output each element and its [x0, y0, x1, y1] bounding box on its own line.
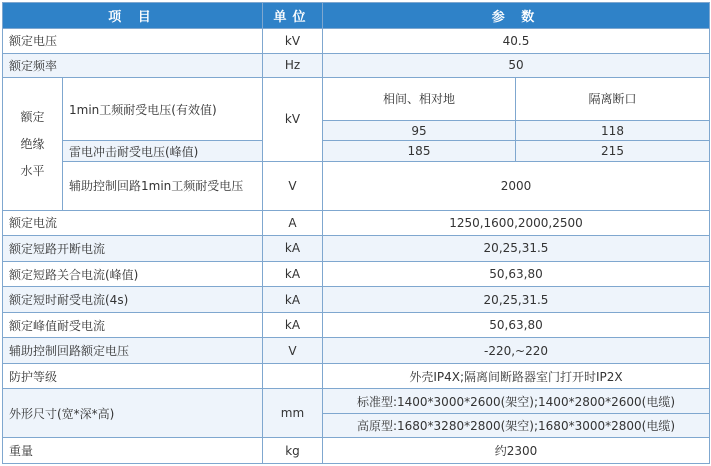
- row-unit: [263, 363, 323, 389]
- row-unit: kg: [263, 438, 323, 464]
- row-value: 1250,1600,2000,2500: [323, 210, 710, 236]
- table-row: [3, 338, 710, 364]
- row-label: 防护等级: [3, 363, 263, 389]
- row-label: 额定短路开断电流: [3, 236, 263, 262]
- table-row: [3, 363, 710, 389]
- row-value: 外壳IP4X;隔离间断路器室门打开时IP2X: [323, 363, 710, 389]
- row-value: 50,63,80: [323, 312, 710, 338]
- header-params: 参 数: [323, 3, 710, 29]
- row-unit: V: [263, 338, 323, 364]
- table-row: [3, 236, 710, 262]
- row-unit: kV: [263, 29, 323, 54]
- row-label: 重量: [3, 438, 263, 464]
- table-row: [3, 161, 710, 210]
- row-value: 2000: [323, 161, 710, 210]
- table-row: [3, 389, 710, 414]
- row-label: 1min工频耐受电压(有效值): [63, 78, 263, 141]
- row-unit: kA: [263, 236, 323, 262]
- row-value: 约2300: [323, 438, 710, 464]
- table-row: [3, 287, 710, 313]
- row-unit: kA: [263, 287, 323, 313]
- row-value: 50: [323, 53, 710, 78]
- subheader-isolation: 隔离断口: [516, 78, 710, 121]
- row-unit: mm: [263, 389, 323, 438]
- table-row: [3, 29, 710, 54]
- header-item: 项 目: [3, 3, 263, 29]
- header-unit: 单位: [263, 3, 323, 29]
- table-row: [3, 261, 710, 287]
- row-label: 额定电流: [3, 210, 263, 236]
- table-row: [3, 438, 710, 464]
- row-label: 额定短时耐受电流(4s): [3, 287, 263, 313]
- spec-table: [2, 2, 710, 464]
- row-label: 额定峰值耐受电流: [3, 312, 263, 338]
- dimensions-high: 高原型:1680*3280*2800(架空);1680*3000*2800(电缆): [323, 413, 710, 438]
- row-label: 辅助控制回路1min工频耐受电压: [63, 161, 263, 210]
- row-label: 额定短路关合电流(峰值): [3, 261, 263, 287]
- row-value: 40.5: [323, 29, 710, 54]
- row-unit: kA: [263, 261, 323, 287]
- insulation-label-line: 水平: [20, 164, 45, 179]
- row-label: 雷电冲击耐受电压(峰值): [63, 141, 263, 161]
- row-label: 额定电压: [3, 29, 263, 54]
- table-row: [3, 210, 710, 236]
- row-value: 20,25,31.5: [323, 287, 710, 313]
- row-label: 辅助控制回路额定电压: [3, 338, 263, 364]
- table-header-row: [3, 3, 710, 29]
- dimensions-standard: 标准型:1400*3000*2600(架空);1400*2800*2600(电缆): [323, 389, 710, 414]
- row-unit: kV: [263, 78, 323, 162]
- table-row: [3, 53, 710, 78]
- row-value: 20,25,31.5: [323, 236, 710, 262]
- insulation-label-line: 额定: [20, 110, 45, 125]
- row-value: 185: [323, 141, 516, 161]
- table-row: [3, 78, 710, 121]
- row-label: 额定频率: [3, 53, 263, 78]
- table-row: [3, 141, 710, 161]
- row-unit: Hz: [263, 53, 323, 78]
- row-value: 95: [323, 120, 516, 140]
- table-row: [3, 312, 710, 338]
- insulation-label-line: 绝缘: [20, 137, 45, 152]
- insulation-group-label: [3, 78, 63, 211]
- row-unit: A: [263, 210, 323, 236]
- row-value: 50,63,80: [323, 261, 710, 287]
- row-unit: V: [263, 161, 323, 210]
- row-value: -220,~220: [323, 338, 710, 364]
- row-unit: kA: [263, 312, 323, 338]
- row-value: 215: [516, 141, 710, 161]
- row-value: 118: [516, 120, 710, 140]
- subheader-phase: 相间、相对地: [323, 78, 516, 121]
- row-label: 外形尺寸(宽*深*高): [3, 389, 263, 438]
